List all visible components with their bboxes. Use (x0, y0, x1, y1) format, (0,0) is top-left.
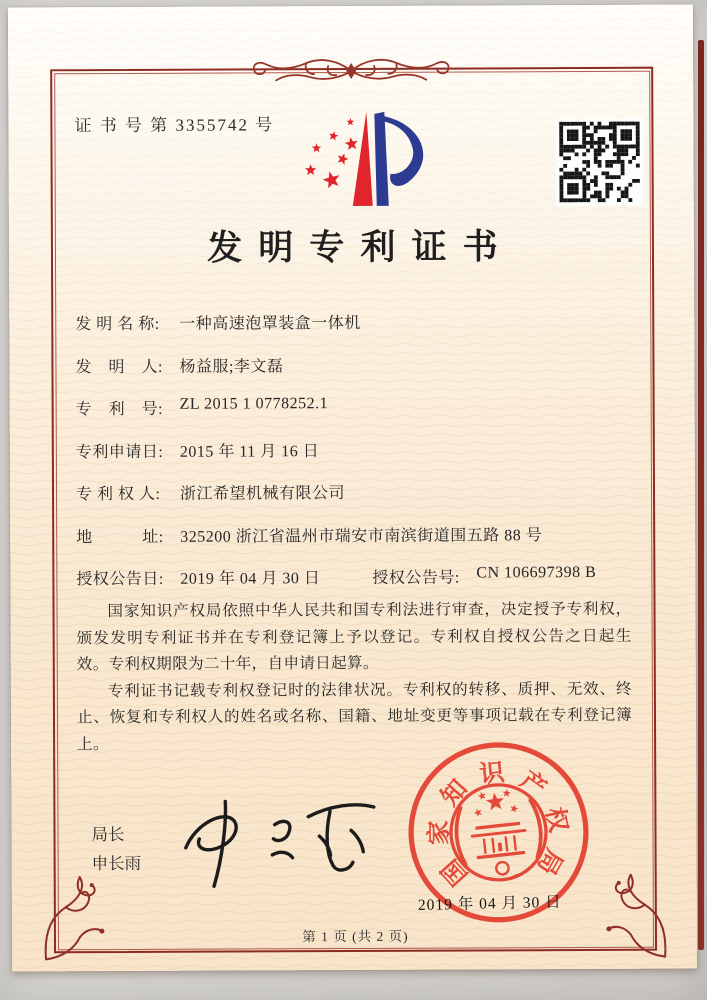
field-row-patent-number (76, 394, 643, 439)
field-value: 325200 浙江省温州市瑞安市南滨街道围五路 88 号 (180, 526, 543, 546)
field-label: 发 明 人: (75, 358, 163, 376)
legal-text (76, 597, 632, 758)
field-value: 浙江希望机械有限公司 (179, 485, 346, 503)
bottom-right-corner-ornament-icon (581, 871, 671, 961)
certificate-number: 证 书 号 第 3355742 号 (74, 115, 275, 136)
field-row-invention-name (75, 309, 642, 354)
certificate-page (8, 5, 697, 972)
field-row-address (76, 521, 643, 566)
field-value: ZL 2015 1 0778252.1 (179, 395, 329, 413)
field-value: 一种高速泡罩装盒一体机 (179, 314, 361, 333)
field-rows (75, 309, 643, 609)
svg-text:局: 局 (531, 844, 568, 879)
svg-text:知: 知 (436, 775, 473, 812)
field-row-inventors (75, 351, 642, 396)
certificate-title: 发明专利证书 (207, 227, 514, 268)
svg-text:国: 国 (436, 853, 474, 891)
signer-name: 申长雨 (91, 854, 142, 874)
svg-text:家: 家 (426, 820, 454, 846)
svg-text:权: 权 (540, 804, 572, 835)
signer-block (91, 821, 141, 879)
field-label: 发 明 名 称: (75, 315, 160, 334)
field-row-patentee (76, 479, 643, 524)
field-value: 杨益服;李文磊 (179, 357, 284, 376)
svg-text:产: 产 (514, 766, 551, 803)
field-row-filing-date (76, 436, 643, 481)
svg-text:识: 识 (478, 759, 506, 789)
booklet-cover-edge (698, 40, 704, 950)
field-value: 2015 年 11 月 16 日 (179, 442, 320, 461)
cnipa-logo-icon (300, 110, 426, 211)
field-value: 2019 年 04 月 30 日 (180, 570, 321, 588)
qr-code (555, 118, 643, 206)
page-number: 第 1 页 (共 2 页) (302, 928, 409, 945)
signer-title: 局长 (91, 825, 125, 845)
field-label: 授权公告日: (76, 570, 164, 589)
field-label: 授权公告号: (372, 569, 460, 587)
seal-date: 2019 年 04 月 30 日 (417, 893, 562, 914)
field-label: 专 利 号: (75, 400, 164, 419)
field-value: CN 106697398 B (476, 563, 597, 582)
field-label: 专利申请日: (75, 443, 164, 461)
field-label: 地 址: (76, 528, 164, 546)
legal-paragraph-1: 国家知识产权局依照中华人民共和国专利法进行审查，决定授予专利权，颁发发明专利证书并在专利登记簿上予以登记。专利权自授权公告之日起生效。专利权期限为二十年，自申请日起算。 (76, 600, 632, 674)
top-border-ornament-icon (246, 54, 456, 89)
field-label: 专 利 权 人: (75, 485, 161, 504)
bottom-left-corner-ornament-icon (40, 873, 130, 963)
handwritten-signature-icon (171, 790, 391, 891)
legal-paragraph-2: 专利证书记载专利权登记时的法律状况。专利权的转移、质押、无效、终止、恢复和专利权人的姓名或名称、国籍、地址变更等事项记载在专利登记簿上。 (76, 680, 633, 753)
